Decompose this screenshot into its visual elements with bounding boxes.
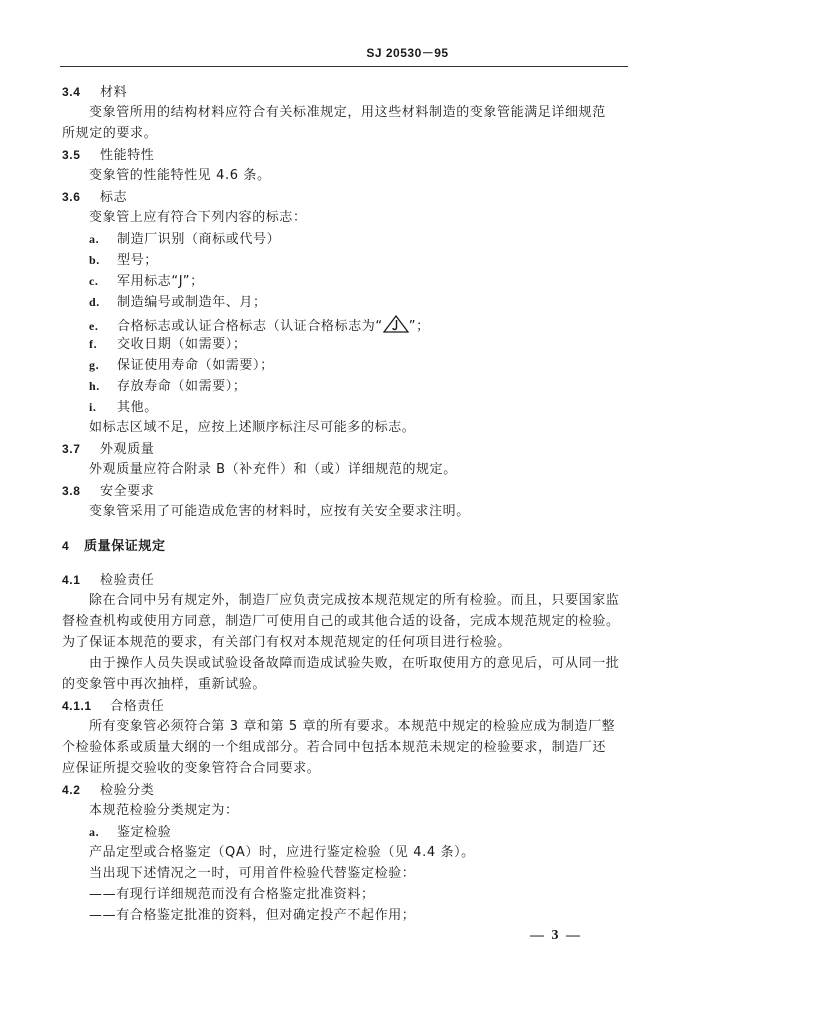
- item-letter: c.: [89, 274, 99, 288]
- section-number: 3.4: [62, 85, 81, 99]
- section-heading-4-1: [62, 572, 154, 589]
- item-letter: b.: [89, 253, 100, 267]
- chapter-title: 质量保证规定: [84, 539, 166, 554]
- item-text: 交收日期（如需要）；: [117, 337, 247, 352]
- list-item: [89, 378, 247, 395]
- item-letter: i.: [89, 400, 97, 414]
- item-text: 鉴定检验: [117, 825, 172, 840]
- section-heading-3-6: [62, 189, 127, 206]
- list-item: [89, 357, 274, 374]
- paragraph-line: 变象管的性能特性见 4.6 条。: [89, 168, 271, 183]
- item-text: 制造厂识别（商标或代号）: [117, 232, 281, 247]
- item-letter: a.: [89, 825, 100, 839]
- paragraph-line: 为了保证本规范的要求，有关部门有权对本规范规定的任何项目进行检验。: [62, 635, 511, 650]
- item-text: 保证使用寿命（如需要）；: [117, 358, 274, 373]
- section-number: 4.1.1: [62, 699, 92, 713]
- item-letter: d.: [89, 295, 100, 309]
- item-text: 存放寿命（如需要）；: [117, 379, 247, 394]
- section-number: 4.1: [62, 573, 81, 587]
- item-text: 型号；: [117, 253, 158, 268]
- section-number: 3.6: [62, 190, 81, 204]
- item-text: 其他。: [117, 400, 158, 415]
- section-title: 外观质量: [100, 442, 155, 457]
- list-item: [89, 824, 171, 841]
- item-letter: e.: [89, 319, 99, 333]
- item-letter: a.: [89, 232, 100, 246]
- paragraph-line: 变象管上应有符合下列内容的标志：: [89, 210, 307, 225]
- section-heading-3-7: [62, 441, 154, 458]
- chapter-heading-4: [62, 538, 166, 555]
- list-item: [89, 399, 158, 416]
- list-item: [89, 315, 430, 338]
- list-item: [89, 252, 158, 269]
- list-item: [89, 231, 280, 248]
- page-number: — 3 —: [530, 928, 582, 943]
- paragraph-line: 产品定型或合格鉴定（QA）时，应进行鉴定检验（见 4.4 条）。: [89, 845, 475, 860]
- section-heading-3-4: [62, 84, 127, 101]
- section-title: 性能特性: [100, 148, 155, 163]
- paragraph-line: 应保证所提交验收的变象管符合合同要求。: [62, 761, 321, 776]
- paragraph-line: 变象管所用的结构材料应符合有关标准规定，用这些材料制造的变象管能满足详细规范: [89, 105, 606, 120]
- section-heading-4-2: [62, 782, 154, 799]
- section-title: 安全要求: [100, 484, 155, 499]
- dash-list-item: ——有现行详细规范而没有合格鉴定批准资料；: [89, 887, 375, 902]
- item-text: 合格标志或认证合格标志（认证合格标志为“: [117, 319, 383, 334]
- item-text: 军用标志“J”；: [117, 274, 204, 289]
- section-number: 3.5: [62, 148, 81, 162]
- item-text-after: ”；: [408, 319, 430, 334]
- section-number: 3.7: [62, 442, 81, 456]
- dash-list-item: ——有合格鉴定批准的资料，但对确定投产不起作用；: [89, 908, 416, 923]
- paragraph-line: 如标志区域不足，应按上述顺序标注尽可能多的标志。: [89, 420, 416, 435]
- paragraph-line: 督检查机构或使用方同意，制造厂可使用自己的或其他合适的设备，完成本规范规定的检验。: [62, 614, 620, 629]
- paragraph-line: 所规定的要求。: [62, 126, 158, 141]
- paragraph-line: 当出现下述情况之一时，可用首件检验代替鉴定检验：: [89, 866, 416, 881]
- section-number: 4.2: [62, 783, 81, 797]
- section-number: 3.8: [62, 484, 81, 498]
- section-title: 标志: [100, 190, 128, 205]
- paragraph-line: 除在合同中另有规定外，制造厂应负责完成按本规范规定的所有检验。而且，只要国家监: [89, 593, 620, 608]
- section-title: 材料: [100, 85, 128, 100]
- document-code-header: SJ 20530－95: [366, 46, 449, 60]
- section-title: 检验责任: [100, 573, 155, 588]
- list-item: [89, 273, 204, 290]
- item-letter: g.: [89, 358, 100, 372]
- list-item: [89, 294, 267, 311]
- list-item: [89, 336, 247, 353]
- section-heading-4-1-1: [62, 698, 164, 715]
- item-letter: h.: [89, 379, 100, 393]
- section-heading-3-5: [62, 147, 154, 164]
- item-text: 制造编号或制造年、月；: [117, 295, 267, 310]
- paragraph-line: 本规范检验分类规定为：: [89, 803, 239, 818]
- section-heading-3-8: [62, 483, 154, 500]
- item-letter: f.: [89, 337, 98, 351]
- section-title: 检验分类: [100, 783, 155, 798]
- paragraph-line: 的变象管中再次抽样，重新试验。: [62, 677, 267, 692]
- paragraph-line: 由于操作人员失误或试验设备故障而造成试验失败，在听取使用方的意见后，可从同一批: [89, 656, 620, 671]
- paragraph-line: 个检验体系或质量大纲的一个组成部分。若合同中包括本规范未规定的检验要求，制造厂还: [62, 740, 607, 755]
- chapter-number: 4: [62, 539, 70, 553]
- paragraph-line: 变象管采用了可能造成危害的材料时，应按有关安全要求注明。: [89, 504, 470, 519]
- certification-mark-icon: [383, 315, 409, 338]
- paragraph-line: 所有变象管必须符合第 3 章和第 5 章的所有要求。本规范中规定的检验应成为制造厂整: [89, 719, 616, 734]
- paragraph-line: 外观质量应符合附录 B（补充件）和（或）详细规范的规定。: [89, 462, 457, 477]
- section-title: 合格责任: [110, 699, 165, 714]
